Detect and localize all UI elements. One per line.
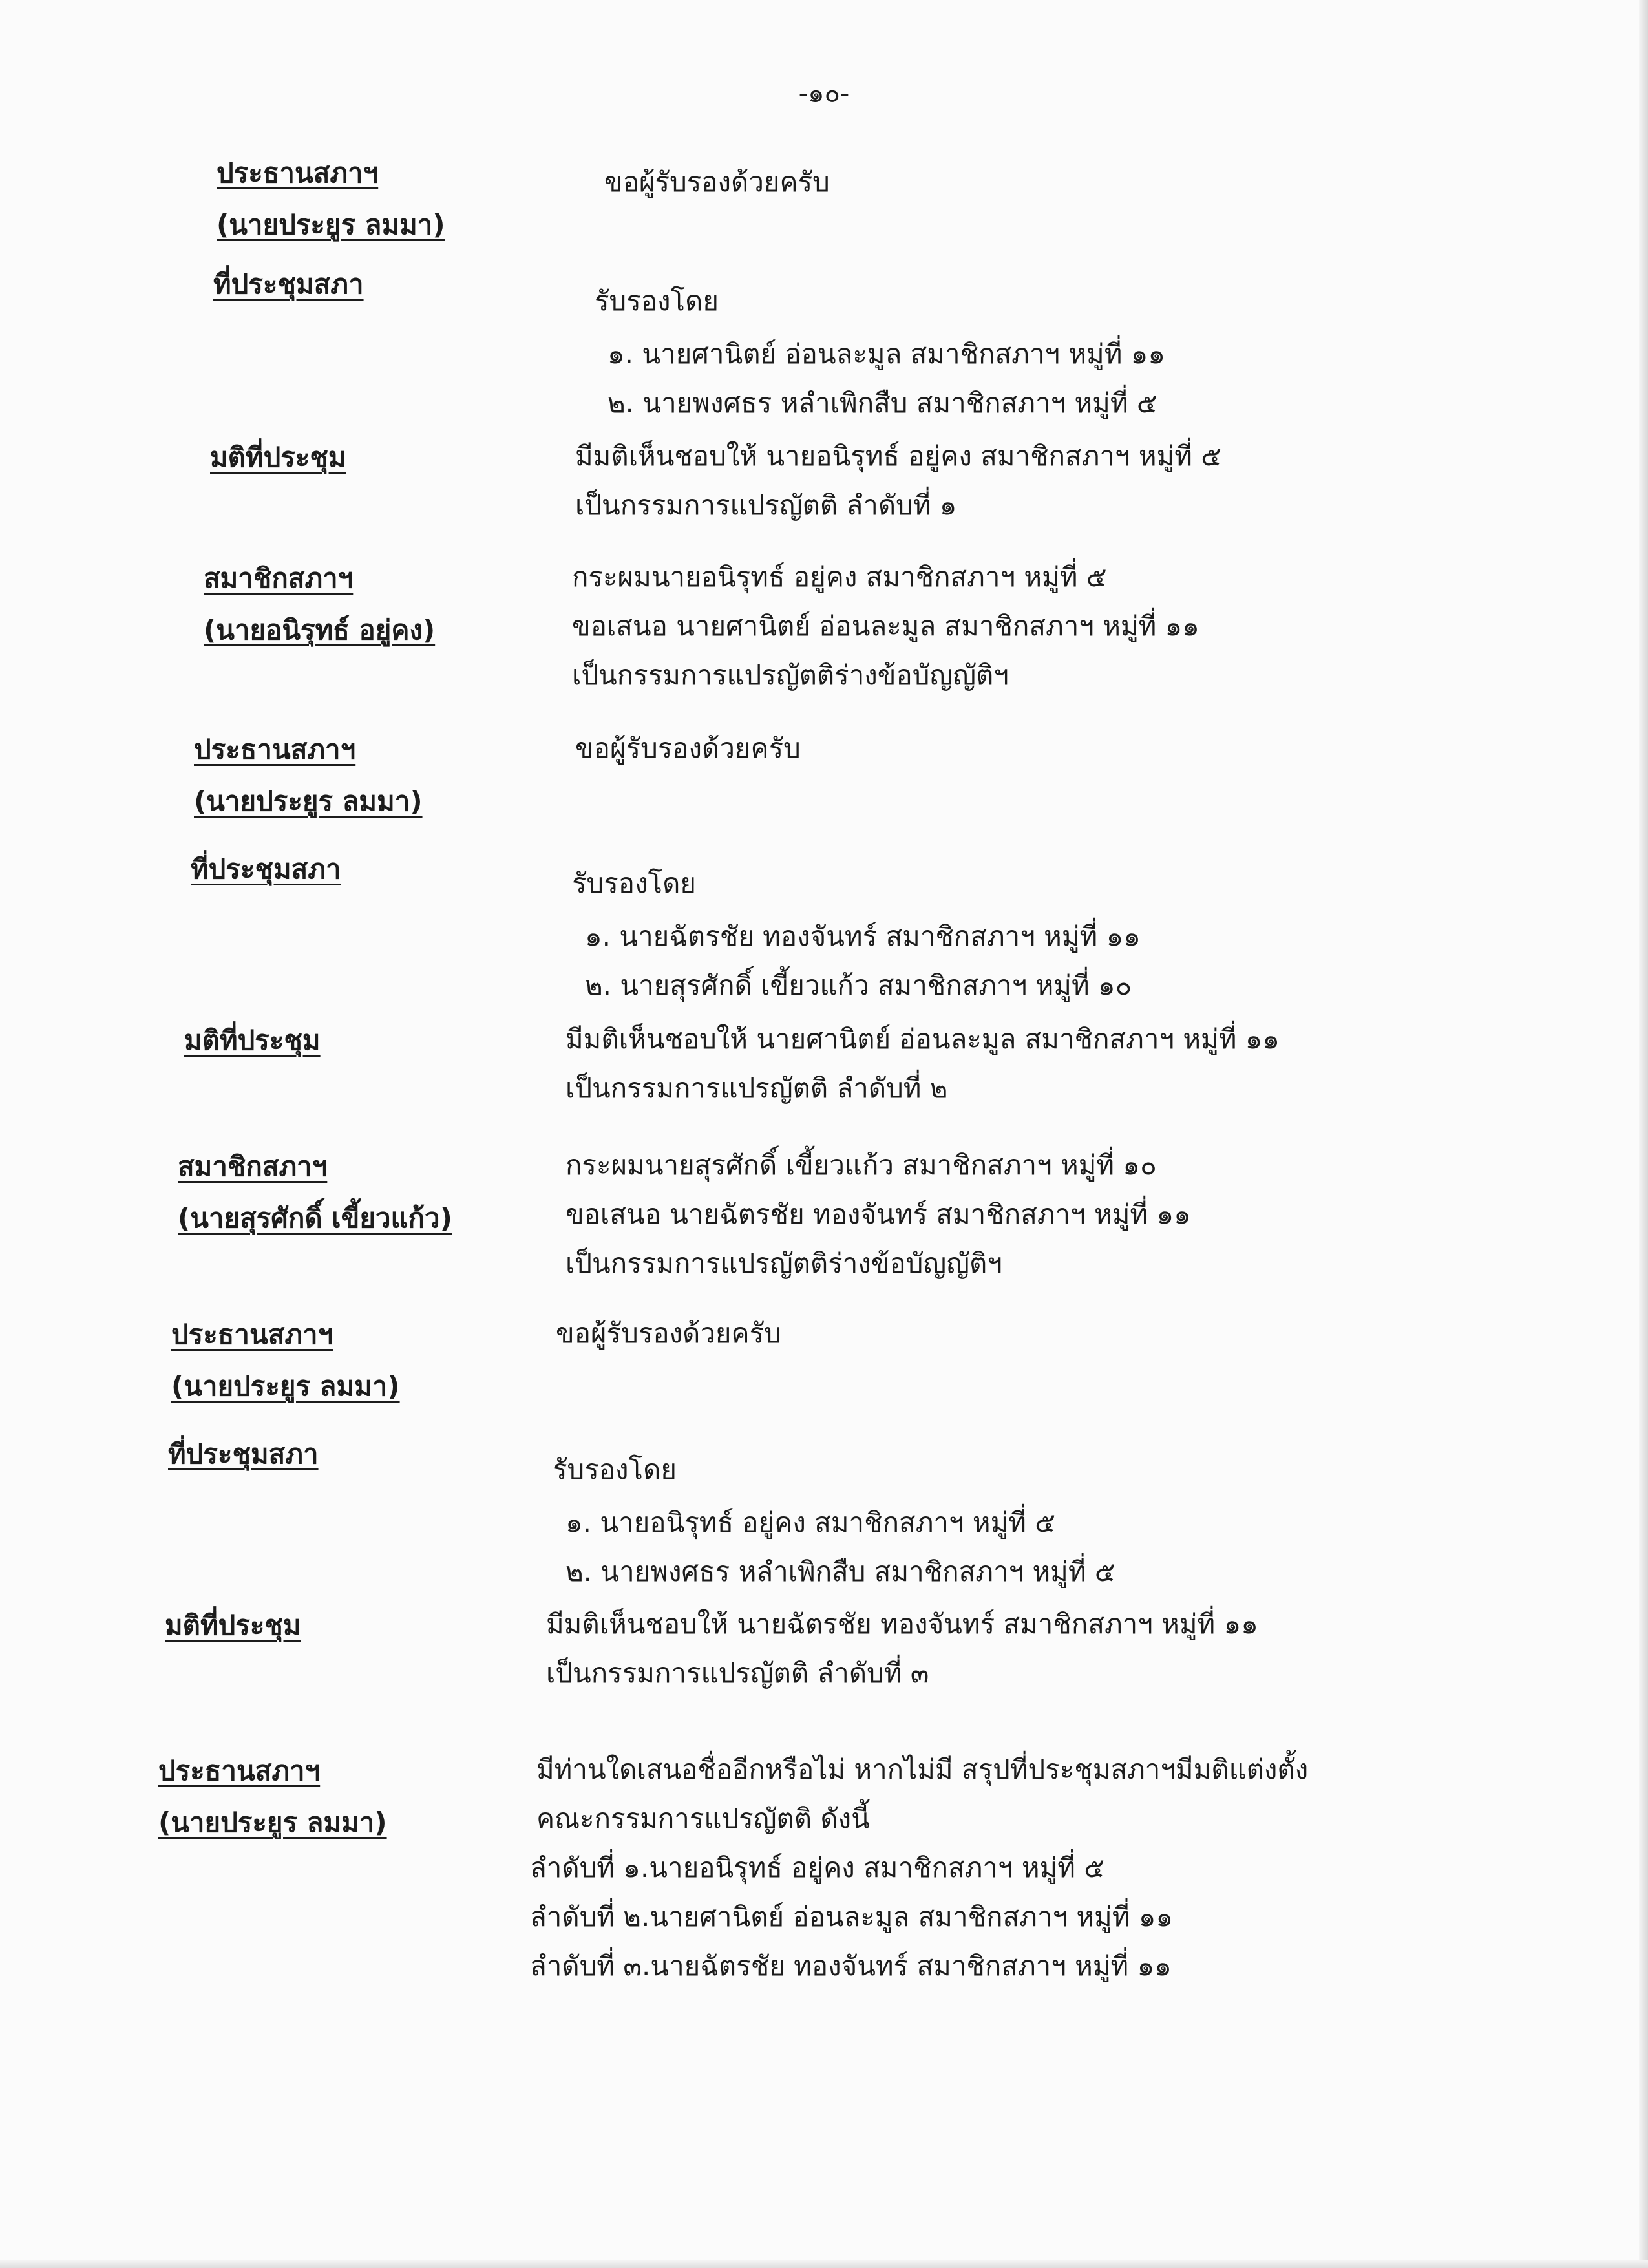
speaker-label [217,147,604,251]
speaker-label [158,1745,546,1849]
statement-line: ๑. นายอนิรุทธ์ อยู่คง สมาชิกสภาฯ หมู่ที่ ๕ [565,1507,1056,1538]
speaker-label [171,1309,559,1412]
speaker-name: (นายอนิรุทธ์ อยู่คง) [204,614,436,646]
speaker-role: มติที่ประชุม [210,441,346,473]
statement [595,277,1165,428]
page-number: -๑๐- [798,79,850,109]
speaker-name: (นายสุรศักดิ์ เขี้ยวแก้ว) [178,1202,452,1234]
speaker-label [178,1141,565,1244]
statement-line: มีท่านใดเสนอชื่ออีกหรือไม่ หากไม่มี สรุปที่ประชุมสภาฯมีมติแต่งตั้ง [536,1754,1309,1785]
statement-line: ๒. นายพงศธร หลำเพิกสืบ สมาชิกสภาฯ หมู่ที่ ๕ [565,1556,1115,1587]
speaker-name: (นายประยูร ลมมา) [194,785,423,817]
speaker-label [191,843,578,895]
statement-line: กระผมนายอนิรุทธ์ อยู่คง สมาชิกสภาฯ หมู่ที่ ๕ [572,561,1107,593]
statement [546,1600,1258,1698]
statement [572,859,1141,1010]
statement-line: ๒. นายพงศธร หลำเพิกสืบ สมาชิกสภาฯ หมู่ที่ ๕ [607,387,1157,419]
statement [572,553,1199,700]
speaker-role: สมาชิกสภาฯ [204,562,354,594]
statement [530,1745,1308,1991]
statement-line: มีมติเห็นชอบให้ นายอนิรุทธ์ อยู่คง สมาชิกสภาฯ หมู่ที่ ๕ [575,440,1222,472]
speaker-role: ที่ประชุมสภา [168,1438,319,1470]
speaker-role: ที่ประชุมสภา [213,268,364,300]
statement [565,1141,1191,1288]
statement-line: ๑. นายศานิตย์ อ่อนละมูล สมาชิกสภาฯ หมู่ที่ ๑๑ [607,338,1166,370]
speaker-role: มติที่ประชุม [184,1024,321,1056]
speaker-role: ประธานสภาฯ [158,1755,321,1786]
speaker-label [194,724,582,827]
seconded-by-label: รับรองโดย [553,1454,677,1485]
statement-line: ขอเสนอ นายฉัตรชัย ทองจันทร์ สมาชิกสภาฯ หมู่ที่ ๑๑ [565,1198,1191,1230]
statement-line: ขอผู้รับรองด้วยครับ [575,732,801,764]
speaker-name: (นายประยูร ลมมา) [158,1807,387,1838]
statement-line: มีมติเห็นชอบให้ นายศานิตย์ อ่อนละมูล สมาชิกสภาฯ หมู่ที่ ๑๑ [565,1023,1280,1055]
speaker-label [184,1015,572,1066]
speaker-label [204,553,591,656]
speaker-role: ประธานสภาฯ [194,734,356,765]
statement-line: ขอผู้รับรองด้วยครับ [604,166,830,198]
appointee-line: ลำดับที่ ๓.นายฉัตรชัย ทองจันทร์ สมาชิกสภาฯ หมู่ที่ ๑๑ [530,1950,1172,1982]
statement-line: เป็นกรรมการแปรญัตติร่างข้อบัญญัติฯ [565,1247,1002,1279]
statement-line: คณะกรรมการแปรญัตติ ดังนี้ [536,1803,870,1834]
statement-line: เป็นกรรมการแปรญัตติ ลำดับที่ ๓ [546,1657,929,1689]
speaker-label [213,259,601,310]
appointee-line: ลำดับที่ ๑.นายอนิรุทธ์ อยู่คง สมาชิกสภาฯ หมู่ที่ ๕ [530,1852,1105,1883]
scan-edge-bottom [0,2260,1648,2268]
speaker-name: (นายประยูร ลมมา) [171,1370,400,1402]
statement-line: ขอเสนอ นายศานิตย์ อ่อนละมูล สมาชิกสภาฯ หมู่ที่ ๑๑ [572,610,1199,642]
statement-line: กระผมนายสุรศักดิ์ เขี้ยวแก้ว สมาชิกสภาฯ หมู่ที่ ๑๐ [565,1149,1157,1181]
seconded-by-label: รับรองโดย [572,867,696,899]
speaker-label [210,432,598,483]
speaker-label [168,1428,556,1480]
speaker-role: ประธานสภาฯ [217,157,379,189]
speaker-role: สมาชิกสภาฯ [178,1150,328,1182]
seconded-by-label: รับรองโดย [595,285,719,317]
speaker-role: ประธานสภาฯ [171,1319,333,1350]
statement-line: ๒. นายสุรศักดิ์ เขี้ยวแก้ว สมาชิกสภาฯ หมู่ที่ ๑๐ [585,970,1132,1001]
statement-line: เป็นกรรมการแปรญัตติร่างข้อบัญญัติฯ [572,659,1009,691]
statement-line: มีมติเห็นชอบให้ นายฉัตรชัย ทองจันทร์ สมาชิกสภาฯ หมู่ที่ ๑๑ [546,1608,1258,1640]
speaker-name: (นายประยูร ลมมา) [217,209,445,240]
statement-line: เป็นกรรมการแปรญัตติ ลำดับที่ ๒ [565,1072,948,1104]
statement [575,432,1221,530]
speaker-role: ที่ประชุมสภา [191,853,341,885]
statement [575,724,801,773]
speaker-role: มติที่ประชุม [165,1609,301,1641]
appointee-line: ลำดับที่ ๒.นายศานิตย์ อ่อนละมูล สมาชิกสภาฯ หมู่ที่ ๑๑ [530,1901,1174,1933]
statement-line: ขอผู้รับรองด้วยครับ [556,1317,781,1349]
statement [553,1445,1115,1596]
statement-line: ๑. นายฉัตรชัย ทองจันทร์ สมาชิกสภาฯ หมู่ที่ ๑๑ [585,920,1141,952]
statement-line: เป็นกรรมการแปรญัตติ ลำดับที่ ๑ [575,489,957,521]
scan-edge-right [1639,0,1648,2268]
speaker-label [165,1600,553,1651]
statement [565,1015,1280,1113]
statement [604,158,830,207]
statement [556,1309,781,1358]
